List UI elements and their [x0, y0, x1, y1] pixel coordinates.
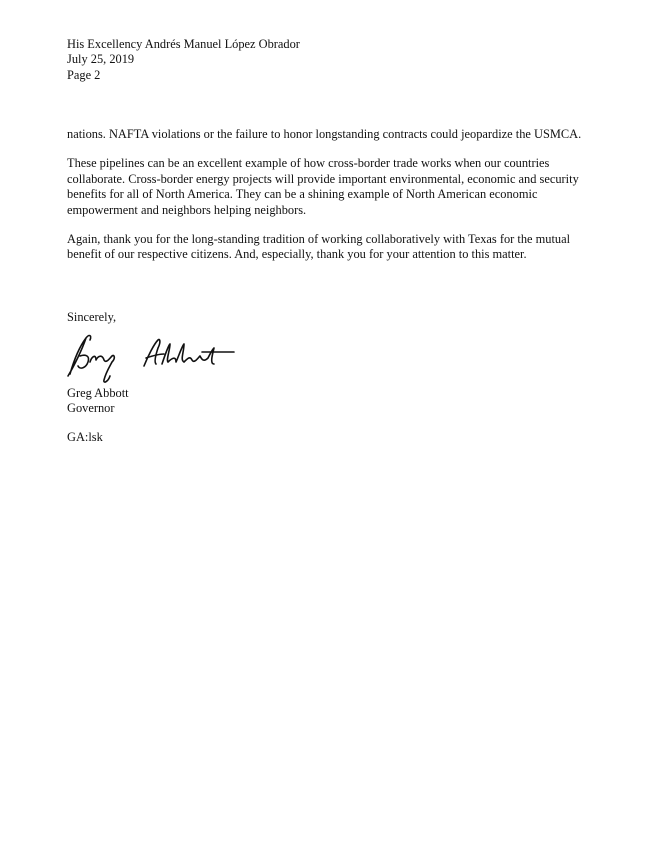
letter-header	[67, 37, 300, 83]
date-line: July 25, 2019	[67, 52, 135, 67]
body-paragraph: These pipelines can be an excellent example of how cross-border trade works when our countries collaborate. Cross-border energy projects will provide important environmental, economic and security benefits for all of North America. They can be a shining example of North American economic empowerment and neighbors helping neighbors.	[67, 156, 579, 217]
signer-title: Governor	[67, 401, 115, 416]
closing-salutation: Sincerely,	[67, 310, 117, 324]
recipient-line: His Excellency Andrés Manuel López Obrador	[67, 37, 300, 51]
letter-body	[67, 127, 587, 277]
signer-name: Greg Abbott	[67, 386, 129, 400]
handwritten-signature	[62, 330, 240, 386]
page-number: Page 2	[67, 67, 101, 82]
signature-block	[67, 386, 129, 417]
body-paragraph: nations. NAFTA violations or the failure to honor longstanding contracts could jeopardize the USMCA.	[67, 127, 582, 141]
body-paragraph: Again, thank you for the long-standing tradition of working collaboratively with Texas for the mutual benefit of our respective citizens. And, especially, thank you for your attention to this matter.	[67, 232, 571, 262]
typist-initials: GA:lsk	[67, 430, 103, 444]
